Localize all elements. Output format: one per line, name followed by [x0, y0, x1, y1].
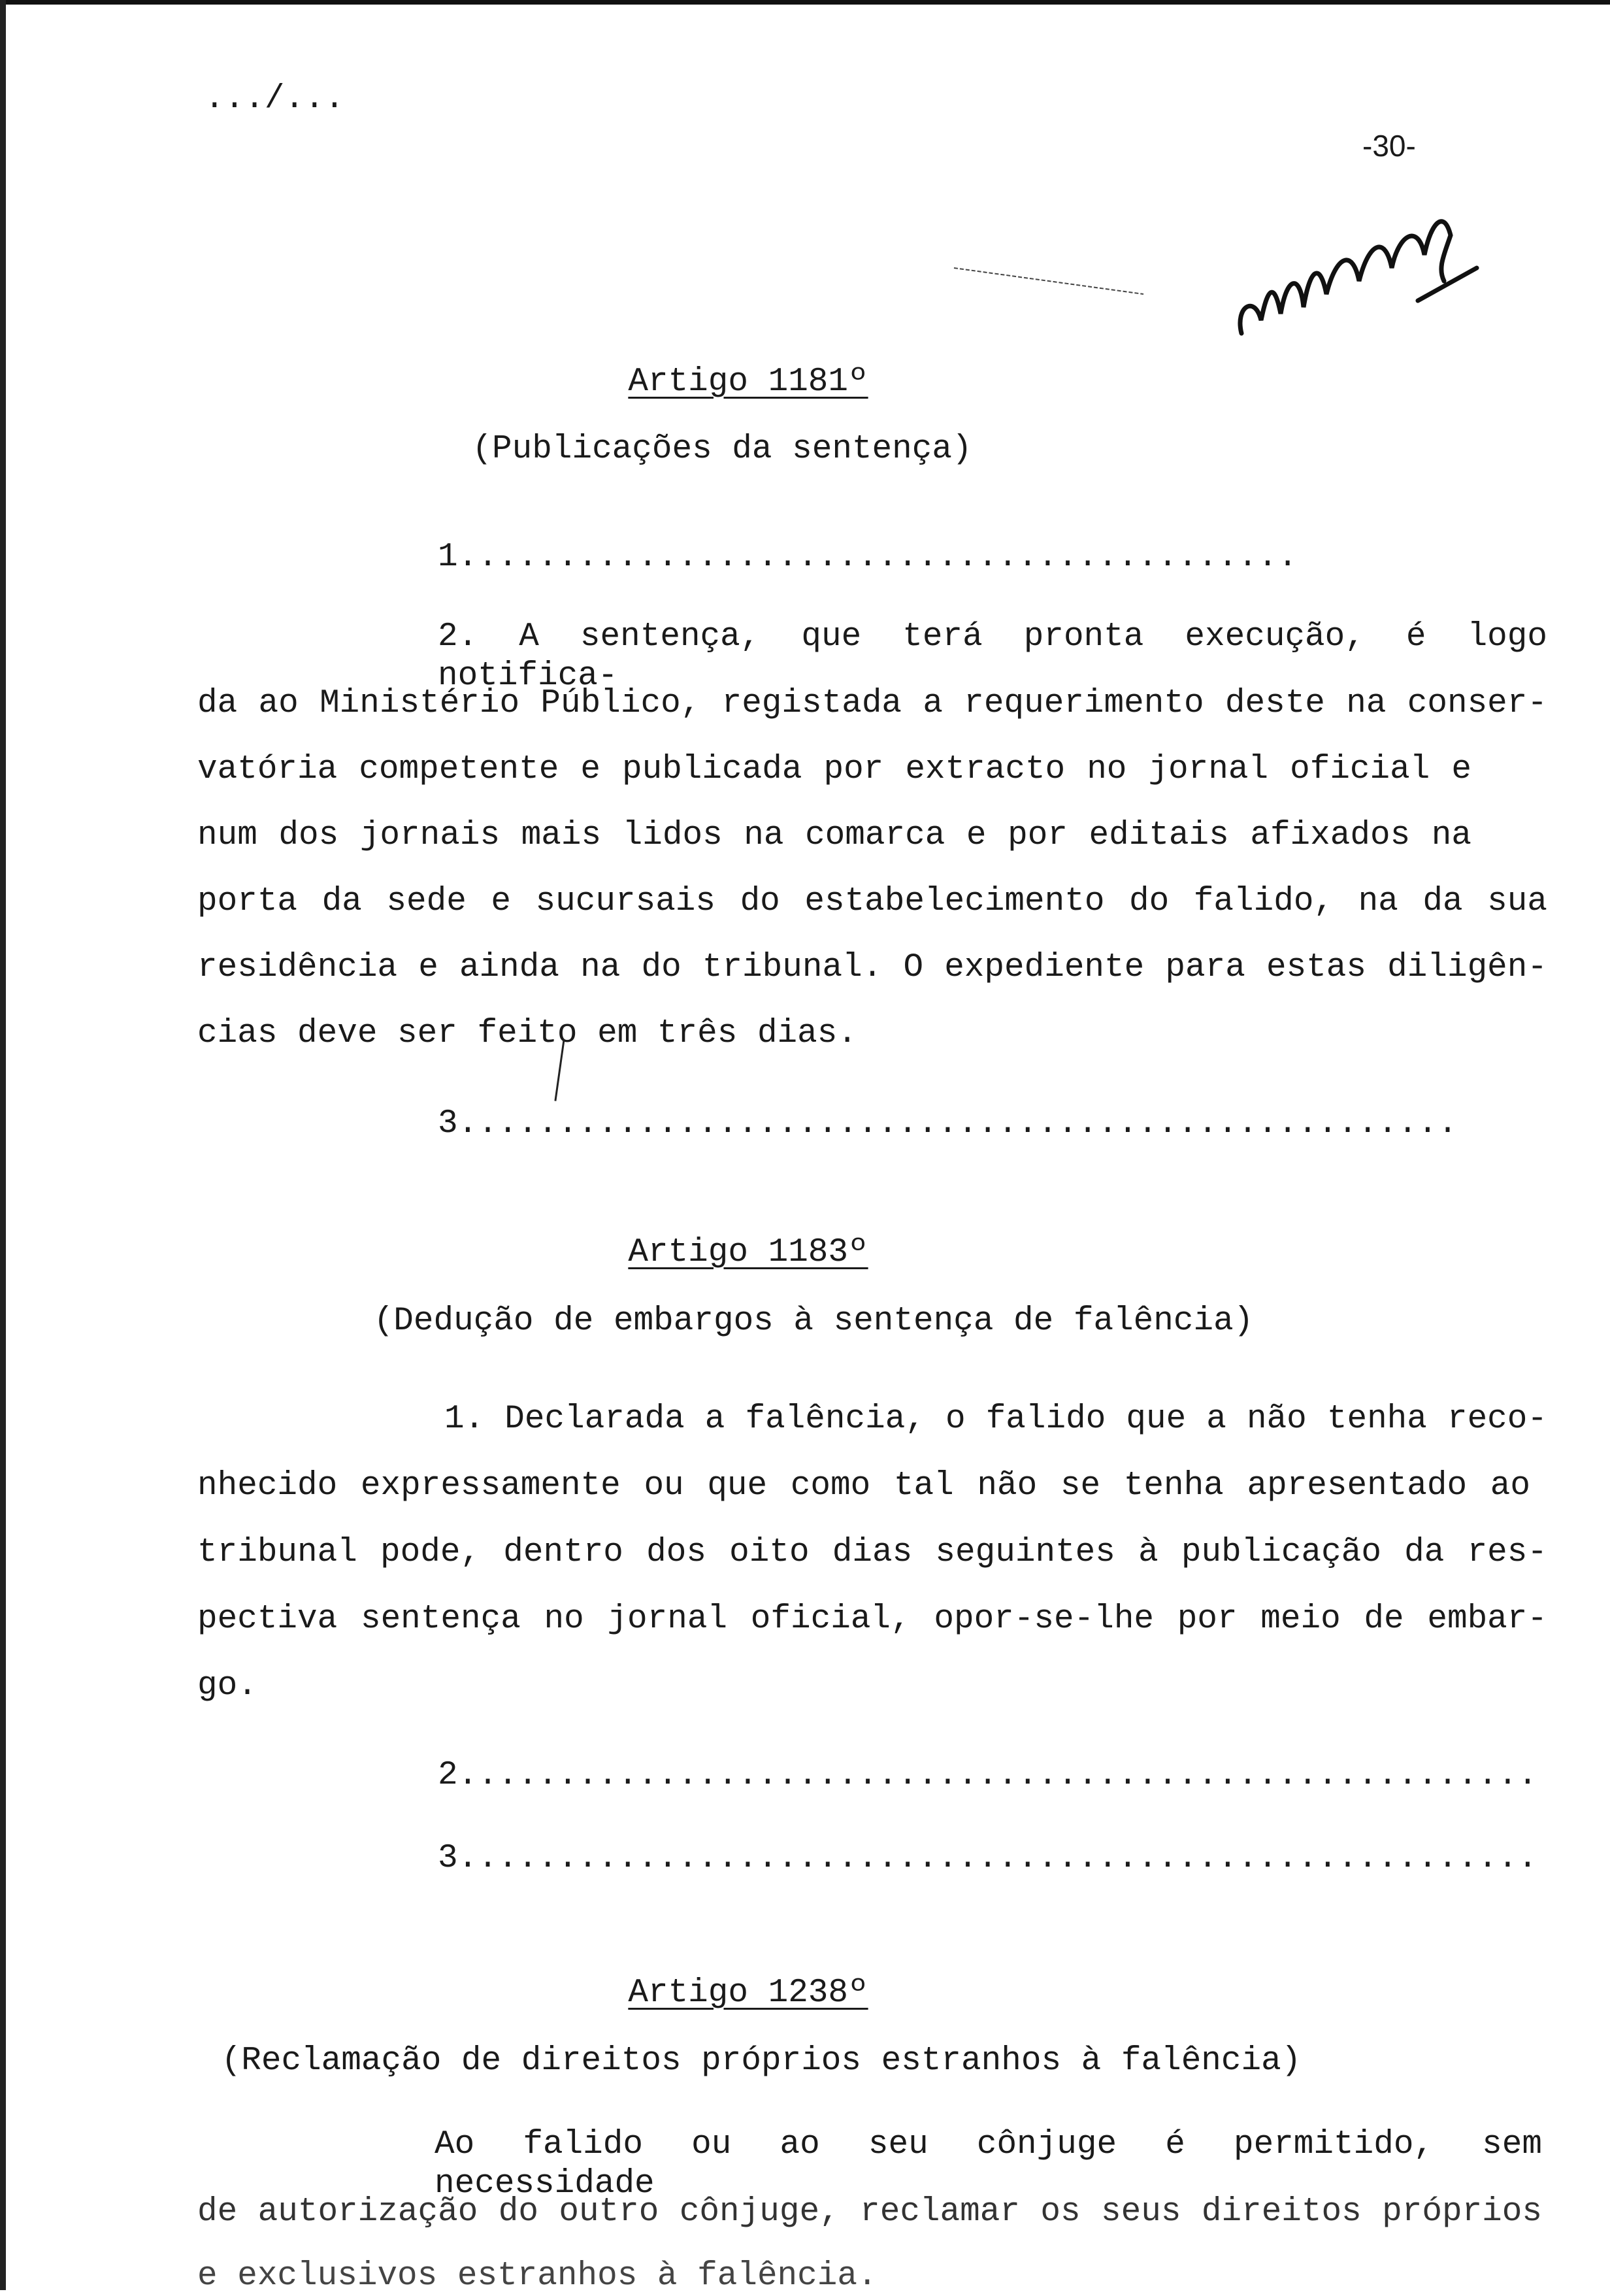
continuation-mark: .../... — [205, 80, 345, 118]
paragraph-line: e exclusivos estranhos à falência. — [197, 2257, 878, 2295]
paragraph-line: nhecido expressamente ou que como tal não se tenha apresentado ao — [197, 1467, 1530, 1505]
omitted-item-3: 3...................................................... — [438, 1840, 1538, 1877]
paragraph-line: vatória competente e publicada por extracto no jornal oficial e — [197, 751, 1471, 788]
paragraph-line: num dos jornais mais lidos na comarca e por editais afixados na — [197, 817, 1471, 854]
article-subtitle: (Publicações da sentença) — [472, 431, 972, 468]
article-title — [0, 1974, 1496, 2013]
scan-border-top — [0, 0, 1610, 5]
omitted-item-2: 2...................................................... — [438, 1757, 1538, 1794]
article-title-text: Artigo 1183º — [628, 1234, 868, 1271]
page-number: -30- — [1362, 129, 1416, 163]
article-title — [0, 1233, 1496, 1273]
paragraph-line: residência e ainda na do tribunal. O expediente para estas diligên- — [197, 949, 1547, 986]
paragraph-line: porta da sede e sucursais do estabelecimento do falido, na da sua — [197, 883, 1547, 920]
article-subtitle: (Reclamação de direitos próprios estranhos à falência) — [221, 2042, 1302, 2080]
paragraph-line: pectiva sentença no jornal oficial, opor-se-lhe por meio de embar- — [197, 1601, 1547, 1638]
paragraph-line: da ao Ministério Público, registada a requerimento deste na conser- — [197, 685, 1547, 722]
article-title-text: Artigo 1238º — [628, 1974, 868, 2012]
paragraph-line: cias deve ser feito em três dias. — [197, 1015, 857, 1052]
omitted-item-1: 1.......................................... — [438, 539, 1298, 576]
article-subtitle: (Dedução de embargos à sentença de falência) — [373, 1303, 1254, 1340]
stray-pen-mark — [954, 261, 1150, 301]
article-title-text: Artigo 1181º — [628, 363, 868, 401]
paragraph-line: Ao falido ou ao seu cônjuge é permitido, sem necessidade — [435, 2126, 1542, 2203]
paragraph-line: de autorização do outro cônjuge, reclamar os seus direitos próprios — [197, 2193, 1542, 2231]
paragraph-line: go. — [197, 1667, 257, 1705]
paragraph-line: 2. A sentença, que terá pronta execução, é logo notifica- — [438, 618, 1547, 695]
paragraph-line: tribunal pode, dentro dos oito dias seguintes à publicação da res- — [197, 1534, 1547, 1571]
paragraph-line: 1. Declarada a falência, o falido que a não tenha reco- — [444, 1401, 1547, 1438]
scan-border-left — [0, 0, 6, 2290]
article-title — [0, 363, 1496, 402]
handwritten-signature — [1228, 196, 1490, 346]
omitted-item-3: 3.................................................. — [438, 1105, 1458, 1142]
